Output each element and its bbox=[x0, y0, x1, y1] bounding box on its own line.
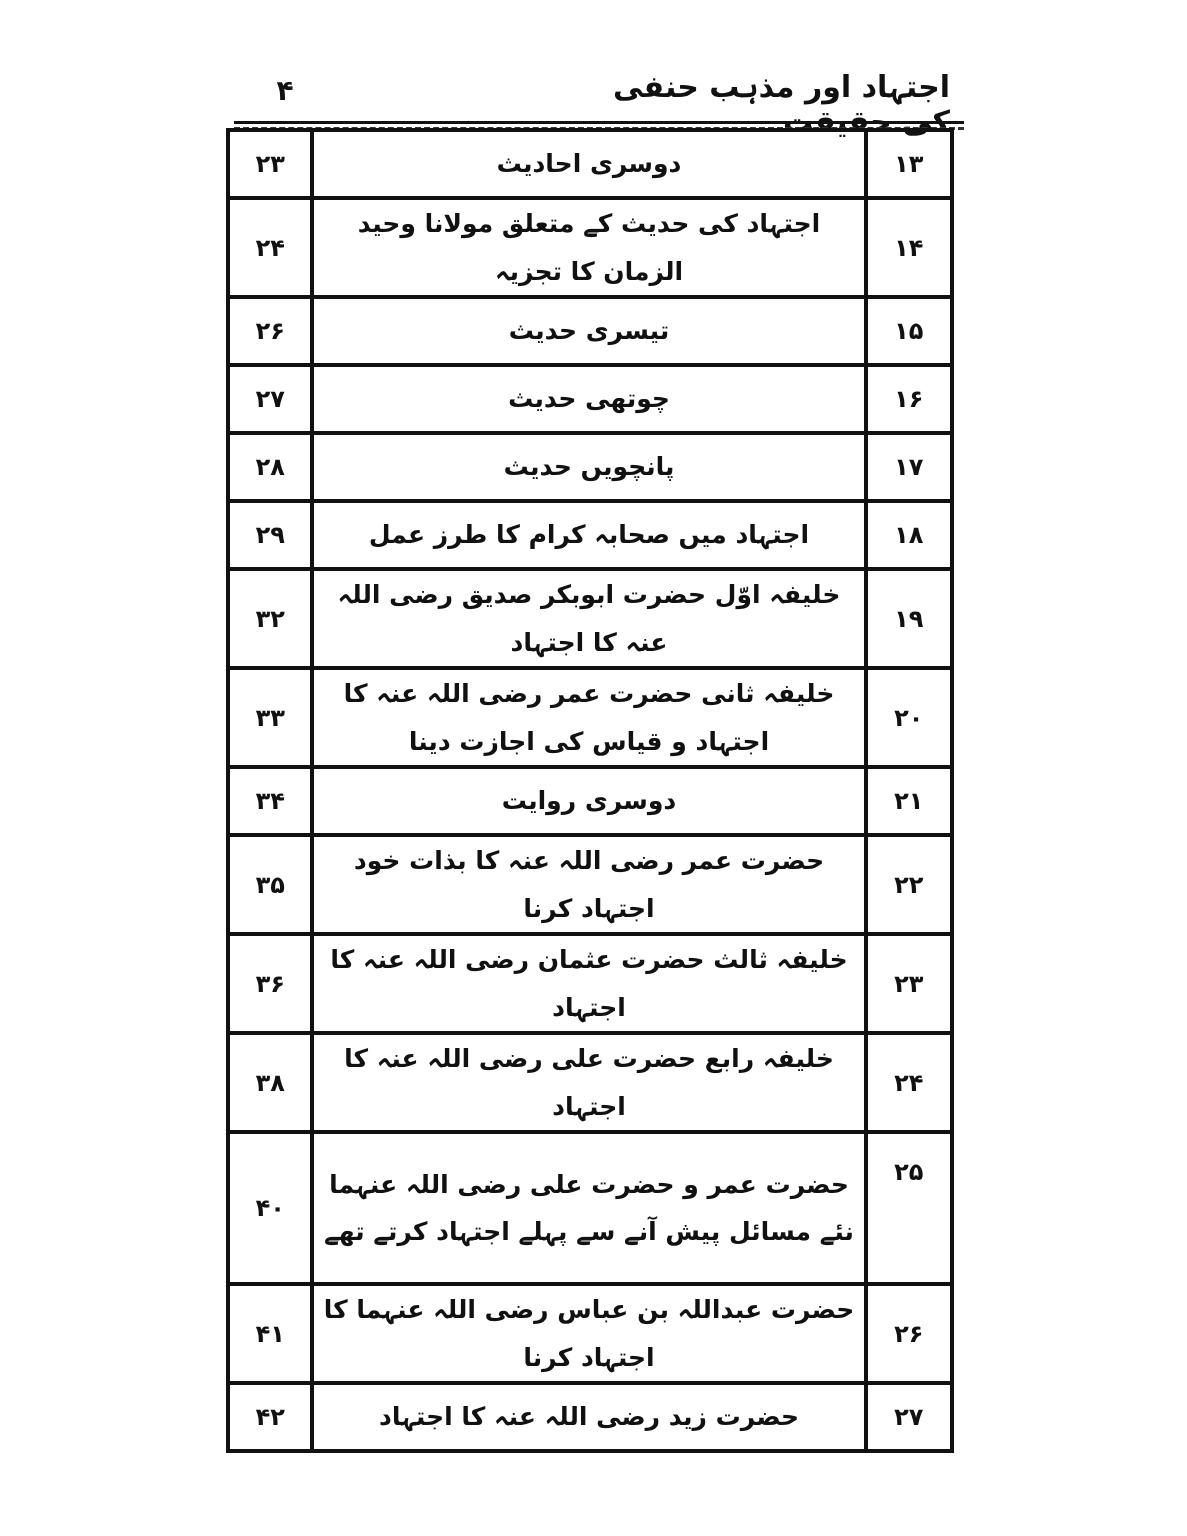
entry-number: ۱۸ bbox=[866, 501, 952, 569]
entry-title: دوسری احادیث bbox=[312, 130, 865, 198]
entry-page: ۳۳ bbox=[228, 668, 312, 767]
table-row bbox=[228, 835, 952, 934]
entry-page: ۴۰ bbox=[228, 1132, 312, 1284]
entry-number: ۲۷ bbox=[866, 1383, 952, 1451]
entry-page: ۲۸ bbox=[228, 433, 312, 501]
table-row bbox=[228, 1132, 952, 1284]
table-row bbox=[228, 569, 952, 668]
entry-number: ۲۳ bbox=[866, 934, 952, 1033]
entry-title: حضرت زید رضی اللہ عنہ کا اجتہاد bbox=[312, 1383, 865, 1451]
entry-page: ۴۲ bbox=[228, 1383, 312, 1451]
entry-number: ۲۶ bbox=[866, 1284, 952, 1383]
entry-page: ۴۱ bbox=[228, 1284, 312, 1383]
entry-title: خلیفہ ثالث حضرت عثمان رضی اللہ عنہ کا اجتہاد bbox=[312, 934, 865, 1033]
entry-page: ۲۹ bbox=[228, 501, 312, 569]
entry-number: ۲۲ bbox=[866, 835, 952, 934]
entry-number: ۲۴ bbox=[866, 1033, 952, 1132]
table-row bbox=[228, 767, 952, 835]
book-title: اجتہاد اور مذہب حنفی کی حقیقت bbox=[613, 70, 950, 140]
entry-title: خلیفہ ثانی حضرت عمر رضی اللہ عنہ کا اجتہاد و قیاس کی اجازت دینا bbox=[312, 668, 865, 767]
entry-title: اجتہاد کی حدیث کے متعلق مولانا وحید الزمان کا تجزیہ bbox=[312, 198, 865, 297]
table-row bbox=[228, 433, 952, 501]
entry-number: ۱۶ bbox=[866, 365, 952, 433]
entry-page: ۳۶ bbox=[228, 934, 312, 1033]
entry-title: خلیفہ رابع حضرت علی رضی اللہ عنہ کا اجتہاد bbox=[312, 1033, 865, 1132]
table-of-contents bbox=[226, 128, 954, 1453]
entry-page: ۳۸ bbox=[228, 1033, 312, 1132]
entry-title: حضرت عمر و حضرت علی رضی اللہ عنہما نئے مسائل پیش آنے سے پہلے اجتہاد کرتے تھے bbox=[312, 1132, 865, 1284]
entry-title: دوسری روایت bbox=[312, 767, 865, 835]
table-row bbox=[228, 297, 952, 365]
entry-number: ۱۷ bbox=[866, 433, 952, 501]
table-row bbox=[228, 198, 952, 297]
table-row bbox=[228, 501, 952, 569]
table-row bbox=[228, 365, 952, 433]
header-rule bbox=[234, 121, 964, 124]
entry-title: چوتھی حدیث bbox=[312, 365, 865, 433]
entry-page: ۳۵ bbox=[228, 835, 312, 934]
entry-title: اجتہاد میں صحابہ کرام کا طرز عمل bbox=[312, 501, 865, 569]
table-row bbox=[228, 130, 952, 198]
entry-title: خلیفہ اوّل حضرت ابوبکر صدیق رضی اللہ عنہ کا اجتہاد bbox=[312, 569, 865, 668]
table-row bbox=[228, 1383, 952, 1451]
entry-number: ۲۵ bbox=[866, 1132, 952, 1284]
entry-page: ۳۲ bbox=[228, 569, 312, 668]
entry-number: ۲۰ bbox=[866, 668, 952, 767]
entry-page: ۲۶ bbox=[228, 297, 312, 365]
entry-title: پانچویں حدیث bbox=[312, 433, 865, 501]
table-row bbox=[228, 1284, 952, 1383]
entry-title: حضرت عمر رضی اللہ عنہ کا بذات خود اجتہاد کرنا bbox=[312, 835, 865, 934]
entry-page: ۲۳ bbox=[228, 130, 312, 198]
table-row bbox=[228, 934, 952, 1033]
entry-page: ۲۴ bbox=[228, 198, 312, 297]
entry-number: ۱۹ bbox=[866, 569, 952, 668]
table-row bbox=[228, 1033, 952, 1132]
entry-number: ۱۴ bbox=[866, 198, 952, 297]
entry-page: ۳۴ bbox=[228, 767, 312, 835]
page-number: ۴ bbox=[276, 74, 294, 107]
entry-page: ۲۷ bbox=[228, 365, 312, 433]
entry-number: ۱۵ bbox=[866, 297, 952, 365]
entry-number: ۱۳ bbox=[866, 130, 952, 198]
table-row bbox=[228, 668, 952, 767]
entry-number: ۲۱ bbox=[866, 767, 952, 835]
entry-title: حضرت عبداللہ بن عباس رضی اللہ عنہما کا اجتہاد کرنا bbox=[312, 1284, 865, 1383]
entry-title: تیسری حدیث bbox=[312, 297, 865, 365]
